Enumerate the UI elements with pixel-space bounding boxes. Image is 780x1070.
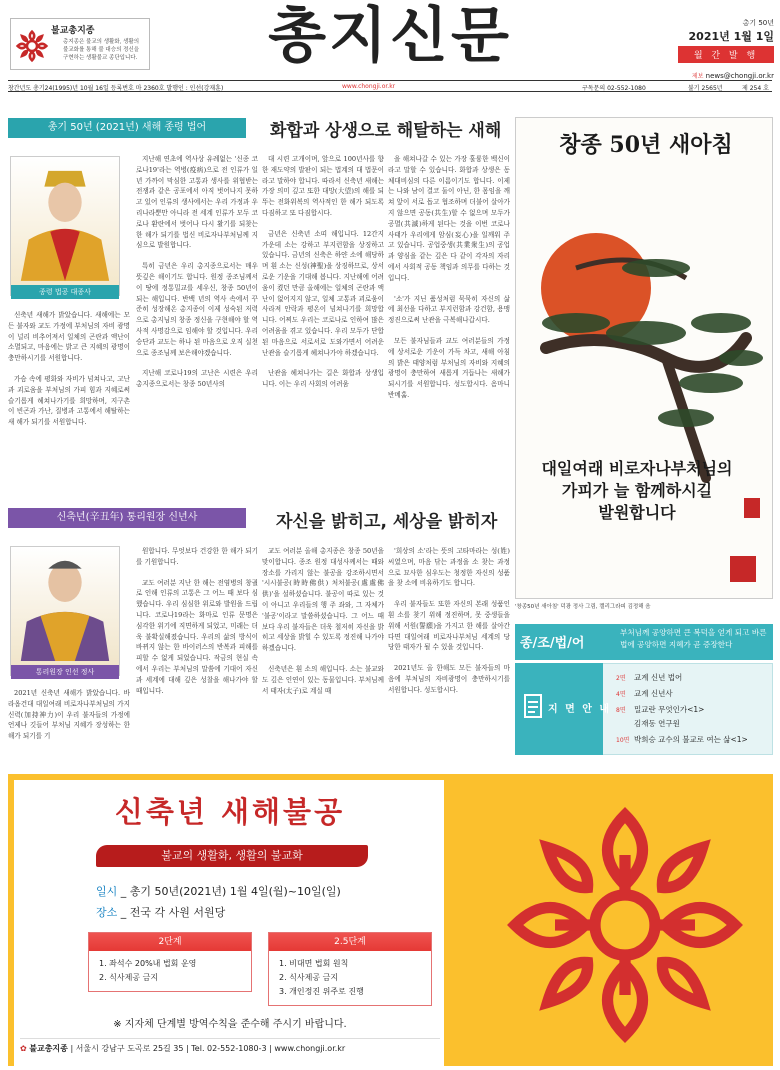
org-description: 총지종은 불교의 생활화, 생활의 불교화를 통해 불 대승의 정신을 구현하는 생활불교 종단입니다.	[63, 39, 140, 61]
calligraphy-line: 대일여래 비로자나부처님의	[541, 459, 733, 478]
article1-column-1	[8, 310, 130, 438]
org-name: 불교총지종	[51, 26, 95, 36]
stage-2-5-box	[268, 932, 432, 1006]
ad-footer-org: 불교총지종	[29, 1044, 68, 1053]
stage-2-box	[88, 932, 252, 992]
article2-column-2	[136, 546, 258, 706]
monk-portrait-image	[11, 547, 119, 661]
website-link[interactable]: www.chongji.or.kr	[342, 83, 396, 90]
toc-item[interactable]	[616, 718, 680, 729]
emblem-icon: ✿	[20, 1044, 27, 1053]
artwork-caption: '창종50년 새아침' 덕광 정사 그림, 캘리그라피 김정해 음	[515, 604, 651, 610]
paragraph: 원합니다. 무엇보다 건강한 한 해가 되기를 기원합니다.	[136, 547, 258, 566]
toc-item[interactable]	[616, 734, 748, 745]
article2-column-1	[8, 688, 130, 752]
toc-page: 2면	[616, 675, 626, 682]
toc-title: 교계 신년사	[634, 689, 673, 698]
paragraph: 특히 금년은 우리 총지종으로서는 매우 뜻깊은 해이기도 합니다. 원정 종조님께서 이 땅에 정통밀교를 세우신, 창종 50년이 되는 해입니다. 반백 년의 역사 속에서 꾸준히 성장해온 총지종이 이제 성숙된 저력으로 총지님의 창종 정신을 구현해야 할 역사적 사명감으로 임해야 할 것입니다. 우리 승단과 교도는 하나 된 마음으로 오직 실천으로 종조님께 보은해야겠습니다.	[136, 262, 258, 357]
ad-place: _ 전국 각 사원 서원당	[120, 906, 226, 919]
stage-2-rule: 1. 좌석수 20%내 법회 운영	[99, 959, 197, 968]
motto-text: 부처님께 공양하면 큰 복덕을 얻게 되고 바른 법에 공양하면 지혜가 곧 증장한다	[620, 628, 767, 649]
email-link[interactable]: news@chongji.or.kr	[705, 72, 774, 80]
calligraphy-line: 가피가 늘 함께하시길	[561, 481, 713, 500]
newspaper-title: 총지신문	[268, 1, 512, 71]
toc-page: 4면	[616, 691, 626, 698]
toc-page: 8면	[616, 707, 626, 714]
issue-info	[656, 18, 774, 80]
pine-and-sun-painting	[516, 118, 772, 598]
dharma-wheel-emblem-icon	[14, 28, 50, 64]
issue-anniversary: 총기 50년	[742, 19, 774, 27]
paragraph: '희상의 소'라는 뜻의 고타마라는 성(姓)씨였으며, 마음 닦는 과정을 소 찾는 과정으로 묘사한 심우도는 청정한 자신의 성품을 찾 소에 비유하기도 합니다.	[388, 547, 510, 588]
paragraph: 금년은 신축년 소띠 해입니다. 12간지 가운데 소는 강하고 부지런함을 상징하고 있습니다. 금년의 신축은 하얀 소에 해당하며 흰 소는 신성(神聖)을 상징하므로, 상서로운 기운을 기대해 봅니다. 지난해에 어려움이 켰던 만큼 올해에는 일체의 곤란과 액난이 없어지지 않고, 일체 고통과 괴로움이 사라져 안락과 평온이 넘쳐나기를 희망합니다. 어찌도 우리는 코로나로 인하여 많은 어려움을 겪고 있습니다. 우리 모두가 단합된 마음으로 서로서로 도와가면서 어려운 난관을 슬기롭게 헤쳐나가야 하겠습니다.	[262, 229, 384, 357]
email-label: 제보	[691, 73, 704, 80]
subscription-contact: 구독문의 02-552-1080	[582, 85, 646, 92]
toc-title: 김재동 연구원	[634, 719, 680, 728]
paragraph: 지난해 코로나19의 고난은 시련은 우리 총지종으로서는 창종 50년사의	[136, 369, 258, 389]
article1-section-tag: 총기 50년 (2021년) 새해 종령 법어	[8, 118, 246, 138]
stage-2-5-rule: 3. 개인정진 위주로 진행	[279, 987, 364, 996]
email-line	[656, 71, 774, 80]
paragraph: 대 시련 고개이며, 앞으로 100년사를 향한 재도약의 발판이 되는 법계의 대 법문이라고 말하야 합니다. 따라서 신축년 새해는 가장 의미 깊고 또한 대망(大望)의 해를 되뚜는 전화위복의 역사적인 한 해가 되도록 다짐하고 또 다짐합시다.	[262, 155, 384, 217]
article2-section-tag: 신축년(辛丑年) 통리원장 신년사	[8, 508, 246, 528]
paragraph: 2021년도 올 한해도 모든 불자들의 마음에 부처님의 자비광명이 충만하시기를 서원합니다. 성도합시다.	[388, 664, 510, 694]
toc-item[interactable]	[616, 704, 704, 715]
ad-date: _ 총기 50년(2021년) 1월 4일(월)~10일(일)	[120, 885, 341, 898]
ad-footer-info: | 서울시 강남구 도곡로 25길 35 | Tel. 02-552-1080-3 | www.chongji.or.kr	[70, 1044, 346, 1053]
artwork-calligraphy	[532, 458, 742, 524]
info-bar	[8, 80, 772, 92]
ad-footer	[20, 1038, 440, 1054]
new-year-artwork	[515, 117, 773, 599]
monk-portrait-image	[11, 157, 119, 281]
ad-note: ※ 지자체 단계별 방역수칙을 준수해 주시기 바랍니다.	[113, 1019, 347, 1030]
ad-date-line	[96, 883, 341, 899]
toc-label: 지 면 안 내	[548, 704, 612, 715]
toc-title: 밀교란 무엇인가<1>	[634, 705, 705, 714]
paragraph: 우리 불자들도 또한 자신의 본래 성품인 흰 소를 찾기 위해 정진하며, 못 중생들을 위해 서원(誓願)을 가지고 한 해를 살아간다면 대일여래 비로자나부처님 세계의 당당한 태자가 될 수 있을 것입니다.	[388, 600, 510, 652]
article2-photo-caption: 통리원장 인선 정사	[11, 665, 119, 679]
paragraph: 을 해쳐나갈 수 있는 가장 훌륭한 백신이라고 말할 수 있습니다. 화합과 상생은 동체대비심의 다른 이름이기도 합니다. 이제는 나와 남이 결코 둘이 아닌, 한 몸임을 깨쳐 앞이 서로 돕고 협조하며 더불어 살아가지 않으면 공동(共生)할 수 없으며 모두가 공멸(共滅)하게 된다는 것을 이번 코로나 사태가 우리에게 암심(妄心)을 일깨워 주고 있습니다. 공업중생(共業衆生)의 공업과 양심을 같는 깊은 다 같이 각자의 자리에서 사회적 공동 책임과 의무를 다하는 것입니다.	[388, 155, 510, 282]
article1-column-2	[136, 154, 258, 400]
ad-subtitle: 불교의 생활화, 생활의 불교화	[96, 845, 368, 867]
article1-photo-caption: 종령 법공 대종사	[11, 285, 119, 299]
paragraph: 2021년 신축년 새해가 밝았습니다. 바라옵건대 대일여래 비로자나부처님의 가지신력(加持神力)이 우리 불자들의 가정에 언제나 깃들어 부처님 지혜가 장성하는 한 해가 되기를 기	[8, 689, 130, 741]
ad-place-line	[96, 904, 225, 920]
toc-title: 박희승 교수의 불교로 여는 삶<1>	[634, 735, 748, 744]
paragraph: 신축년 새해가 밝았습니다. 새해에는 모든 불자와 교도 가정에 부처님의 자비 광명이 널리 비추어져서 일체의 곤란과 액난이 소멸되고, 마음에는 밝고 큰 지혜의 광명이 충만하시기를 서원합니다.	[8, 311, 130, 363]
article1-photo	[10, 156, 120, 296]
article2-headline: 자신을 밝히고, 세상을 밝히자	[276, 512, 498, 532]
paragraph: 난관을 헤쳐나가는 길은 화합과 상생입니다. 이는 우리 사회의 어려움	[262, 369, 384, 389]
publication-info: 창간년도 총기24(1995)년 10월 16일 등록번호 마 2360호 발행인 : 인선(강재훈)	[8, 85, 224, 92]
buddhist-year: 불기 2565년	[688, 85, 723, 92]
issue-number: 제 254 호	[742, 85, 769, 92]
article2-column-3	[262, 546, 384, 706]
motto-label: 종/조/법/어	[520, 636, 585, 651]
stage-2-title: 2단계	[89, 933, 251, 951]
stage-2-5-rule: 2. 식사제공 금지	[279, 973, 339, 982]
artwork-title: 창종 50년 새아침	[559, 132, 733, 158]
stage-2-5-rule: 1. 비대면 법회 원칙	[279, 959, 349, 968]
toc-title: 교계 신년 법어	[634, 673, 683, 682]
dharma-wheel-emblem-icon	[500, 800, 750, 1050]
stage-2-5-title: 2.5단계	[269, 933, 431, 951]
document-icon	[524, 694, 542, 718]
paragraph: '소'가 지닌 품성처럼 묵묵히 자신의 삶에 최선을 다하고 부지런함과 강건함, 용맹정진으로써 난관을 극복해나갑시다.	[388, 294, 510, 325]
stage-2-rule: 2. 식사제공 금지	[99, 973, 159, 982]
toc-page: 10면	[616, 737, 630, 744]
article1-headline: 화합과 상생으로 해탈하는 새해	[270, 121, 502, 141]
paragraph: 교도 여러분 지난 한 해는 전염병의 창궐로 인해 인류의 고통은 그 어느 때 보다 심했습니다. 우리 심심한 위로와 발원을 드립니다. 코로나19라는 화마로 인류 문명은 심각한 위기에 직면하게 되었고, 미래는 더욱 불확실해졌습니다. 우리의 삶의 방식이 바뀌지 않는 한 바이러스의 반복과 피해를 피할 수 없게 되었습니다. 작금의 현실 속에서 우리는 부처님의 말씀에 기대어 자신과 세계에 대해 깊은 성찰을 해나가야 할 때입니다.	[136, 578, 258, 695]
article2-photo	[10, 546, 120, 676]
ad-place-label: 장소	[96, 906, 118, 919]
article2-column-4	[388, 546, 510, 706]
paragraph: 지난해 연초에 역사상 유례없는 '신종 코로나19'라는 역병(疫病)으로 전 인류가 일 년 가까이 막심한 고통과 생사를 위협받는 전쟁과 같은 공포에서 아직 벗어나지 못하고 있어 인류의 생사에서는 우리 가정과 우리나라뿐만 아니라 전 세계 인류가 모두 코로나 환란에서 벗어나 다시 활기를 되찾는 한 해가 되기를 법신 비로자나부처님께 지심으로 발원합니다.	[136, 155, 258, 250]
calligraphy-line: 발원합니다	[598, 503, 676, 522]
article1-column-4	[388, 154, 510, 411]
paragraph: 신축년은 흰 소의 해입니다. 소는 불교와도 깊은 인연이 있는 동물입니다. 부처님께서 태자(太子)로 계실 때	[262, 664, 384, 695]
toc-item[interactable]	[616, 672, 682, 683]
paragraph: 교도 여러분 올해 총지종은 창종 50년을 맞이합니다. 종조 원정 대성사께서는 때와 장소를 가리지 않는 불공을 강조하시면서 '시시불공(時時佛供) 처처불공(處處佛供)'을 설하셨습니다. 불공이 따로 있는 것이 아니고 우리들의 행 주 좌와, 그 자체가 '불공'이라고 말씀하셨습니다. 그 어느 때 보다 우리 불자들은 더욱 철저히 자신을 밝히고 세상을 밝힐 수 있도록 정진해 나가야 하겠습니다.	[262, 547, 384, 653]
paragraph: 가슴 속에 평화와 자비가 넘쳐나고, 고난과 괴로움을 부처님의 가피 힘과 지혜로써 슬기롭게 헤쳐나가기를 희망하며, 지구촌이 빈곤과 가난, 질병과 고통에서 해탈하는 새 해가 되기를 서원합니다.	[8, 374, 130, 427]
frequency-badge: 월 간 발 행	[678, 46, 774, 63]
article1-column-3	[262, 154, 384, 400]
issue-date: 2021년 1월 1일	[688, 30, 774, 43]
ad-date-label: 일시	[96, 885, 118, 898]
paragraph: 모든 불자님들과 교도 여러분들의 가정에 상서로운 기운이 가득 차고, 새해 아침의 밝은 태양처럼 부처님의 자비와 지혜의 광명이 충만하여 새롭게 거듭나는 새해가 되시기를 서원합니다. 성도합시다. 옴마니반메훔.	[388, 336, 510, 399]
ad-title: 신축년 새해불공	[114, 795, 346, 829]
toc-item[interactable]	[616, 688, 673, 699]
